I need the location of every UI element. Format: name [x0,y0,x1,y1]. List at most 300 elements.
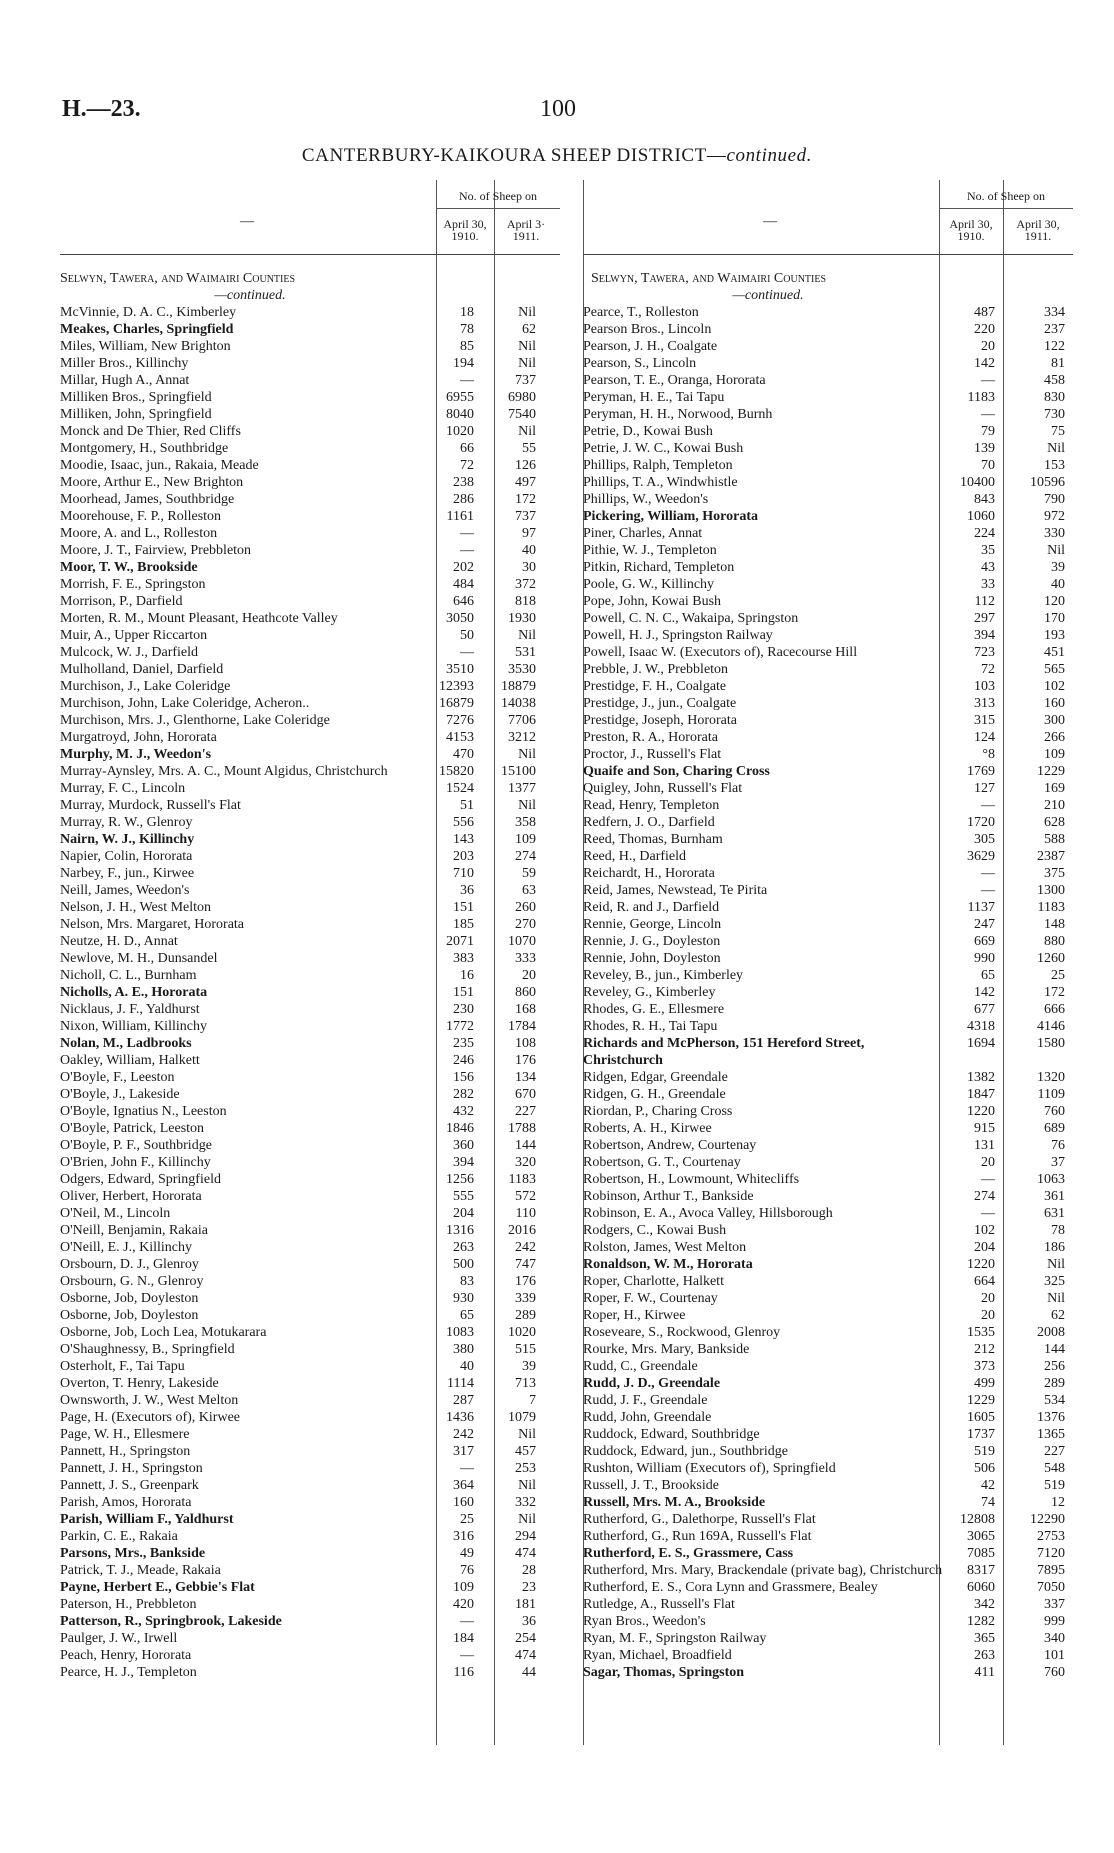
sheep-count-1910: — [981,373,995,388]
table-row [583,1477,1073,1494]
header-line: April 3· [506,217,546,231]
sheep-count-1911: 451 [1044,645,1065,660]
sheep-count-1911: 666 [1044,1002,1065,1017]
table-row [583,304,1073,321]
sheep-count-1910: 72 [460,458,474,473]
sheep-count-1911: 339 [515,1291,536,1306]
sheep-count-1910: 1694 [967,1036,995,1051]
owner-name: Orsbourn, D. J., Glenroy [60,1257,199,1272]
sheep-count-1911: 168 [515,1002,536,1017]
sheep-count-1910: — [981,407,995,422]
owner-name: Pearce, T., Rolleston [583,305,699,320]
owner-name: Ryan, Michael, Broadfield [583,1648,732,1663]
sheep-count-1910: 484 [453,577,474,592]
sheep-count-1911: 375 [1044,866,1065,881]
owner-name: Sagar, Thomas, Springston [583,1665,745,1680]
sheep-count-1910: 15820 [439,764,474,779]
owner-name: Paulger, J. W., Irwell [60,1631,178,1646]
sheep-count-1911: 39 [1051,560,1065,575]
owner-name: Rolston, James, West Melton [583,1240,747,1255]
owner-name: Rennie, John, Doyleston [583,951,721,966]
owner-name: Robertson, H., Lowmount, Whitecliffs [583,1172,800,1187]
owner-name: Page, H. (Executors of), Kirwee [60,1410,240,1425]
owner-name: Murphy, M. J., Weedon's [60,747,212,762]
owner-name: Rutherford, E. S., Grassmere, Cass [583,1546,794,1561]
sheep-count-1910: 556 [453,815,474,830]
sheep-count-1911: 210 [1044,798,1065,813]
table-row [60,440,560,457]
sheep-count-1911: Nil [518,747,536,762]
header-col-1910 [939,218,1003,242]
sheep-count-1911: 122 [1044,339,1065,354]
table-row [583,576,1073,593]
sheep-count-1910: 365 [974,1631,995,1646]
sheep-count-1910: 10400 [960,475,995,490]
owner-name: Peryman, H. E., Tai Tapu [583,390,725,405]
table-row [60,389,560,406]
table-row [60,610,560,627]
owner-name: Rutherford, G., Dalethorpe, Russell's Flat [583,1512,816,1527]
owner-name: Ruddock, Edward, Southbridge [583,1427,760,1442]
owner-name: Parish, Amos, Hororata [60,1495,192,1510]
table-row [60,1239,560,1256]
owner-name: Morrish, F. E., Springston [60,577,206,592]
sheep-count-1911: 572 [515,1189,536,1204]
sheep-count-1911: 333 [515,951,536,966]
table-row [60,1137,560,1154]
sheep-count-1911: 148 [1044,917,1065,932]
header-dash: — [763,214,777,229]
sheep-count-1911: Nil [518,1512,536,1527]
sheep-count-1911: 144 [1044,1342,1065,1357]
owner-name: Murray, F. C., Lincoln [60,781,186,796]
owner-name: Morten, R. M., Mount Pleasant, Heathcote Valley [60,611,338,626]
header-rule [939,208,1073,209]
table-row [60,1222,560,1239]
table-row [60,1426,560,1443]
sheep-count-1911: 101 [1044,1648,1065,1663]
sheep-count-1910: 3065 [967,1529,995,1544]
sheep-count-1910: 203 [453,849,474,864]
table-row [583,1562,1073,1579]
owner-name: Pearson, J. H., Coalgate [583,339,718,354]
sheep-count-1911: 830 [1044,390,1065,405]
sheep-count-1910: — [460,1461,474,1476]
sheep-count-1910: 247 [974,917,995,932]
table-row [583,440,1073,457]
header-line: 1911. [1024,229,1052,243]
sheep-count-1911: 62 [1051,1308,1065,1323]
owner-name: Richards and McPherson, 151 Hereford Street, Christchurch [583,1036,865,1068]
sheep-count-1910: 43 [981,560,995,575]
header-sheep-group: No. of Sheep on [459,189,537,203]
sheep-count-1910: 1161 [446,509,474,524]
sheep-count-1910: 2071 [446,934,474,949]
sheep-count-1911: 12 [1051,1495,1065,1510]
owner-name: Reid, R. and J., Darfield [583,900,720,915]
owner-name: Reid, James, Newstead, Te Pirita [583,883,768,898]
table-row [583,797,1073,814]
sheep-count-1910: 70 [981,458,995,473]
owner-name: Osborne, Job, Doyleston [60,1308,199,1323]
sheep-count-1911: 176 [515,1274,536,1289]
table-row [60,576,560,593]
owner-name: Ridgen, Edgar, Greendale [583,1070,728,1085]
sheep-count-1910: 1114 [447,1376,474,1391]
owner-name: Milliken, John, Springfield [60,407,212,422]
owner-name: Phillips, W., Weedon's [583,492,709,507]
sheep-count-1910: 35 [981,543,995,558]
sheep-count-1911: 12290 [1030,1512,1065,1527]
sheep-count-1910: — [981,1206,995,1221]
table-row [583,1154,1073,1171]
table-row [583,661,1073,678]
sheep-count-1911: 818 [515,594,536,609]
owner-name: O'Boyle, Ignatius N., Leeston [60,1104,227,1119]
table-header [60,180,560,254]
owner-name: Odgers, Edward, Springfield [60,1172,221,1187]
sheep-count-1910: 1436 [446,1410,474,1425]
table-row [583,1171,1073,1188]
sheep-count-1910: 1220 [967,1257,995,1272]
table-row [583,1120,1073,1137]
sheep-count-1910: 76 [460,1563,474,1578]
table-row [583,474,1073,491]
owner-name: Powell, C. N. C., Wakaipa, Springston [583,611,799,626]
table-row [60,899,560,916]
sheep-count-1910: 843 [974,492,995,507]
table-row [60,1307,560,1324]
header-line: April 30, [1016,217,1060,231]
sheep-count-1911: 2753 [1037,1529,1065,1544]
sheep-count-1911: 7540 [508,407,536,422]
sheep-count-1911: 2016 [508,1223,536,1238]
sheep-count-1911: 55 [522,441,536,456]
owner-name: Phillips, T. A., Windwhistle [583,475,738,490]
table-row [583,423,1073,440]
sheep-count-1910: — [460,543,474,558]
sheep-count-1911: 253 [515,1461,536,1476]
sheep-count-1910: 411 [974,1665,995,1680]
owner-name: Reichardt, H., Hororata [583,866,715,881]
sheep-count-1910: 142 [974,985,995,1000]
sheep-count-1911: Nil [1047,441,1065,456]
table-row [60,797,560,814]
sheep-count-1911: Nil [518,1427,536,1442]
table-row [583,1069,1073,1086]
sheep-count-1910: 127 [974,781,995,796]
table-row [60,763,560,780]
owner-name: Miller Bros., Killinchy [60,356,189,371]
sheep-count-1911: 880 [1044,934,1065,949]
table-row [583,1460,1073,1477]
sheep-count-1910: 151 [453,900,474,915]
sheep-count-1911: 126 [515,458,536,473]
sheep-count-1911: 176 [515,1053,536,1068]
owner-name: Peryman, H. H., Norwood, Burnh [583,407,773,422]
sheep-count-1910: 1737 [967,1427,995,1442]
owner-name: Petrie, J. W. C., Kowai Bush [583,441,744,456]
sheep-count-1910: 723 [974,645,995,660]
sheep-count-1911: 44 [522,1665,536,1680]
table-row [60,661,560,678]
owner-name: Milliken Bros., Springfield [60,390,212,405]
table-row [60,967,560,984]
sheep-count-1910: 242 [453,1427,474,1442]
sheep-count-1910: °8 [982,747,995,762]
owner-name: Roseveare, S., Rockwood, Glenroy [583,1325,781,1340]
table-row [60,304,560,321]
owner-name: Moore, J. T., Fairview, Prebbleton [60,543,252,558]
owner-name: Rudd, C., Greendale [583,1359,698,1374]
sheep-count-1911: 1020 [508,1325,536,1340]
table-row [60,984,560,1001]
table-row [60,1341,560,1358]
owner-name: Overton, T. Henry, Lakeside [60,1376,219,1391]
sheep-count-1911: 120 [1044,594,1065,609]
sheep-count-1910: 313 [974,696,995,711]
owner-name: O'Boyle, P. F., Southbridge [60,1138,212,1153]
sheep-count-1910: 3050 [446,611,474,626]
owner-name: O'Neill, Benjamin, Rakaia [60,1223,208,1238]
sheep-count-1910: 6955 [446,390,474,405]
sheep-count-1910: 185 [453,917,474,932]
sheep-count-1911: 237 [1044,322,1065,337]
table-row [583,1018,1073,1035]
document-reference: H.—23. [62,96,141,122]
sheep-count-1911: 28 [522,1563,536,1578]
sheep-count-1910: 156 [453,1070,474,1085]
owner-name: Nelson, J. H., West Melton [60,900,212,915]
table-row [583,1545,1073,1562]
table-row [60,1273,560,1290]
owner-name: Pearce, H. J., Templeton [60,1665,197,1680]
sheep-count-1910: 263 [453,1240,474,1255]
table-row [60,1086,560,1103]
owner-name: Rhodes, R. H., Tai Tapu [583,1019,718,1034]
table-row [583,491,1073,508]
table-row [583,746,1073,763]
sheep-count-1910: 235 [453,1036,474,1051]
sheep-count-1910: 373 [974,1359,995,1374]
sheep-count-1910: 224 [974,526,995,541]
owner-name: Rodgers, C., Kowai Bush [583,1223,727,1238]
sheep-count-1911: 3212 [508,730,536,745]
table-row [583,695,1073,712]
sheep-count-1911: 14038 [501,696,536,711]
title-main: CANTERBURY-KAIKOURA SHEEP DISTRICT— [301,145,727,166]
sheep-count-1911: 81 [1051,356,1065,371]
sheep-count-1911: 737 [515,509,536,524]
table-row [60,1443,560,1460]
table-row [60,1596,560,1613]
table-row [583,1443,1073,1460]
sheep-count-1911: 790 [1044,492,1065,507]
sheep-count-1910: 85 [460,339,474,354]
owner-name: Prestidge, Joseph, Hororata [583,713,737,728]
owner-name: Roberts, A. H., Kirwee [583,1121,712,1136]
sheep-count-1910: 297 [974,611,995,626]
sheep-count-1910: 8040 [446,407,474,422]
owner-name: Parish, William F., Yaldhurst [60,1512,234,1527]
owner-name: Parkin, C. E., Rakaia [60,1529,178,1544]
owner-name: Preston, R. A., Hororata [583,730,718,745]
table-header [583,180,1073,254]
sheep-count-1911: 474 [515,1648,536,1663]
sheep-count-1911: 332 [515,1495,536,1510]
sheep-count-1911: 548 [1044,1461,1065,1476]
sheep-count-1910: 131 [974,1138,995,1153]
sheep-count-1911: 153 [1044,458,1065,473]
sheep-count-1910: 420 [453,1597,474,1612]
table-body [60,254,560,1681]
sheep-count-1910: 16879 [439,696,474,711]
owner-name: Morrison, P., Darfield [60,594,183,609]
owner-name: Murchison, J., Lake Coleridge [60,679,231,694]
table-row [60,1188,560,1205]
table-row [583,1137,1073,1154]
page-number: 100 [540,96,576,122]
owner-name: Redfern, J. O., Darfield [583,815,715,830]
header-line: 1910. [451,229,479,243]
sheep-count-1911: 30 [522,560,536,575]
owner-name: Prestidge, F. H., Coalgate [583,679,727,694]
sheep-count-1910: 274 [974,1189,995,1204]
sheep-count-1910: 1282 [967,1614,995,1629]
sheep-count-1910: 317 [453,1444,474,1459]
owner-name: Pannett, H., Springston [60,1444,191,1459]
table-row [583,1273,1073,1290]
sheep-count-1910: 220 [974,322,995,337]
sheep-count-1911: 6980 [508,390,536,405]
header-line: 1911. [512,229,540,243]
owner-name: Paterson, H., Prebbleton [60,1597,197,1612]
table-row [60,831,560,848]
sheep-count-1911: 172 [515,492,536,507]
table-row [583,1664,1073,1681]
owner-name: Pithie, W. J., Templeton [583,543,717,558]
sheep-count-1911: 7706 [508,713,536,728]
owner-name: Rudd, John, Greendale [583,1410,712,1425]
sheep-count-1910: 20 [981,1155,995,1170]
owner-name: Moore, A. and L., Rolleston [60,526,218,541]
sheep-count-1911: 320 [515,1155,536,1170]
owner-name: Nicklaus, J. F., Yaldhurst [60,1002,200,1017]
sheep-count-1911: 330 [1044,526,1065,541]
sheep-count-1910: 316 [453,1529,474,1544]
sheep-count-1911: 1320 [1037,1070,1065,1085]
table-row [583,831,1073,848]
table-row [583,508,1073,525]
table-row [583,372,1073,389]
sheep-count-1911: 109 [515,832,536,847]
owner-name: Mulcock, W. J., Darfield [60,645,199,660]
sheep-count-1910: 3629 [967,849,995,864]
sheep-count-1911: 18879 [501,679,536,694]
owner-name: Pearson Bros., Lincoln [583,322,712,337]
table-row [583,1579,1073,1596]
owner-name: Patrick, T. J., Meade, Rakaia [60,1563,221,1578]
sheep-count-1911: 325 [1044,1274,1065,1289]
owner-name: Poole, G. W., Killinchy [583,577,715,592]
owner-name: Rutherford, Mrs. Mary, Brackendale (private bag), Christchurch [583,1563,943,1578]
sheep-count-1911: 1183 [508,1172,536,1187]
sheep-count-1910: 1183 [967,390,995,405]
title-continued: continued. [726,145,813,166]
sheep-count-1910: 79 [981,424,995,439]
table-row [583,1375,1073,1392]
table-row [583,1086,1073,1103]
owner-name: Osborne, Job, Doyleston [60,1291,199,1306]
sheep-count-1911: 102 [1044,679,1065,694]
owner-name: Rutledge, A., Russell's Flat [583,1597,735,1612]
owner-name: Nelson, Mrs. Margaret, Hororata [60,917,245,932]
sheep-count-1910: — [460,645,474,660]
table-row [60,508,560,525]
sheep-count-1911: 999 [1044,1614,1065,1629]
table-row [60,1664,560,1681]
table-row [60,882,560,899]
sheep-count-1911: 3530 [508,662,536,677]
table-row [60,644,560,661]
owner-name: Nicholl, C. L., Burnham [60,968,197,983]
sheep-count-1910: 109 [453,1580,474,1595]
sheep-count-1910: 160 [453,1495,474,1510]
owner-name: Proctor, J., Russell's Flat [583,747,722,762]
sheep-count-1911: Nil [1047,1291,1065,1306]
table-row [60,593,560,610]
table-row [60,1001,560,1018]
owner-name: Peach, Henry, Hororata [60,1648,192,1663]
sheep-count-1911: 334 [1044,305,1065,320]
sheep-count-1911: 59 [522,866,536,881]
owner-name: Meakes, Charles, Springfield [60,322,234,337]
table-row [60,916,560,933]
sheep-count-1910: 305 [974,832,995,847]
table-body [583,254,1073,1681]
table-row [583,1001,1073,1018]
owner-name: Napier, Colin, Hororata [60,849,193,864]
sheep-count-1910: 506 [974,1461,995,1476]
table-row [60,338,560,355]
owner-name: Nixon, William, Killinchy [60,1019,207,1034]
sheep-count-1911: 170 [1044,611,1065,626]
owner-name: Moore, Arthur E., New Brighton [60,475,244,490]
table-row [583,1341,1073,1358]
sheep-count-1910: 12808 [960,1512,995,1527]
sheep-count-1910: 1229 [967,1393,995,1408]
table-row [583,984,1073,1001]
header-line: 1910. [957,229,985,243]
owner-name: Reed, Thomas, Burnham [583,832,723,847]
table-row [583,1613,1073,1630]
owner-name: Prestidge, J., jun., Coalgate [583,696,737,711]
sheep-count-1911: 458 [1044,373,1065,388]
sheep-count-1911: 15100 [501,764,536,779]
sheep-count-1910: — [460,1614,474,1629]
sheep-count-1910: 12393 [439,679,474,694]
header-dash: — [240,214,254,229]
table-row [583,1409,1073,1426]
table-row [583,967,1073,984]
sheep-count-1911: Nil [518,356,536,371]
sheep-count-1910: — [460,373,474,388]
sheep-count-1910: 519 [974,1444,995,1459]
owner-name: Moor, T. W., Brookside [60,560,198,575]
section-continued: —continued. [214,288,286,303]
owner-name: Pannett, J. H., Springston [60,1461,203,1476]
owner-name: O'Brien, John F., Killinchy [60,1155,211,1170]
